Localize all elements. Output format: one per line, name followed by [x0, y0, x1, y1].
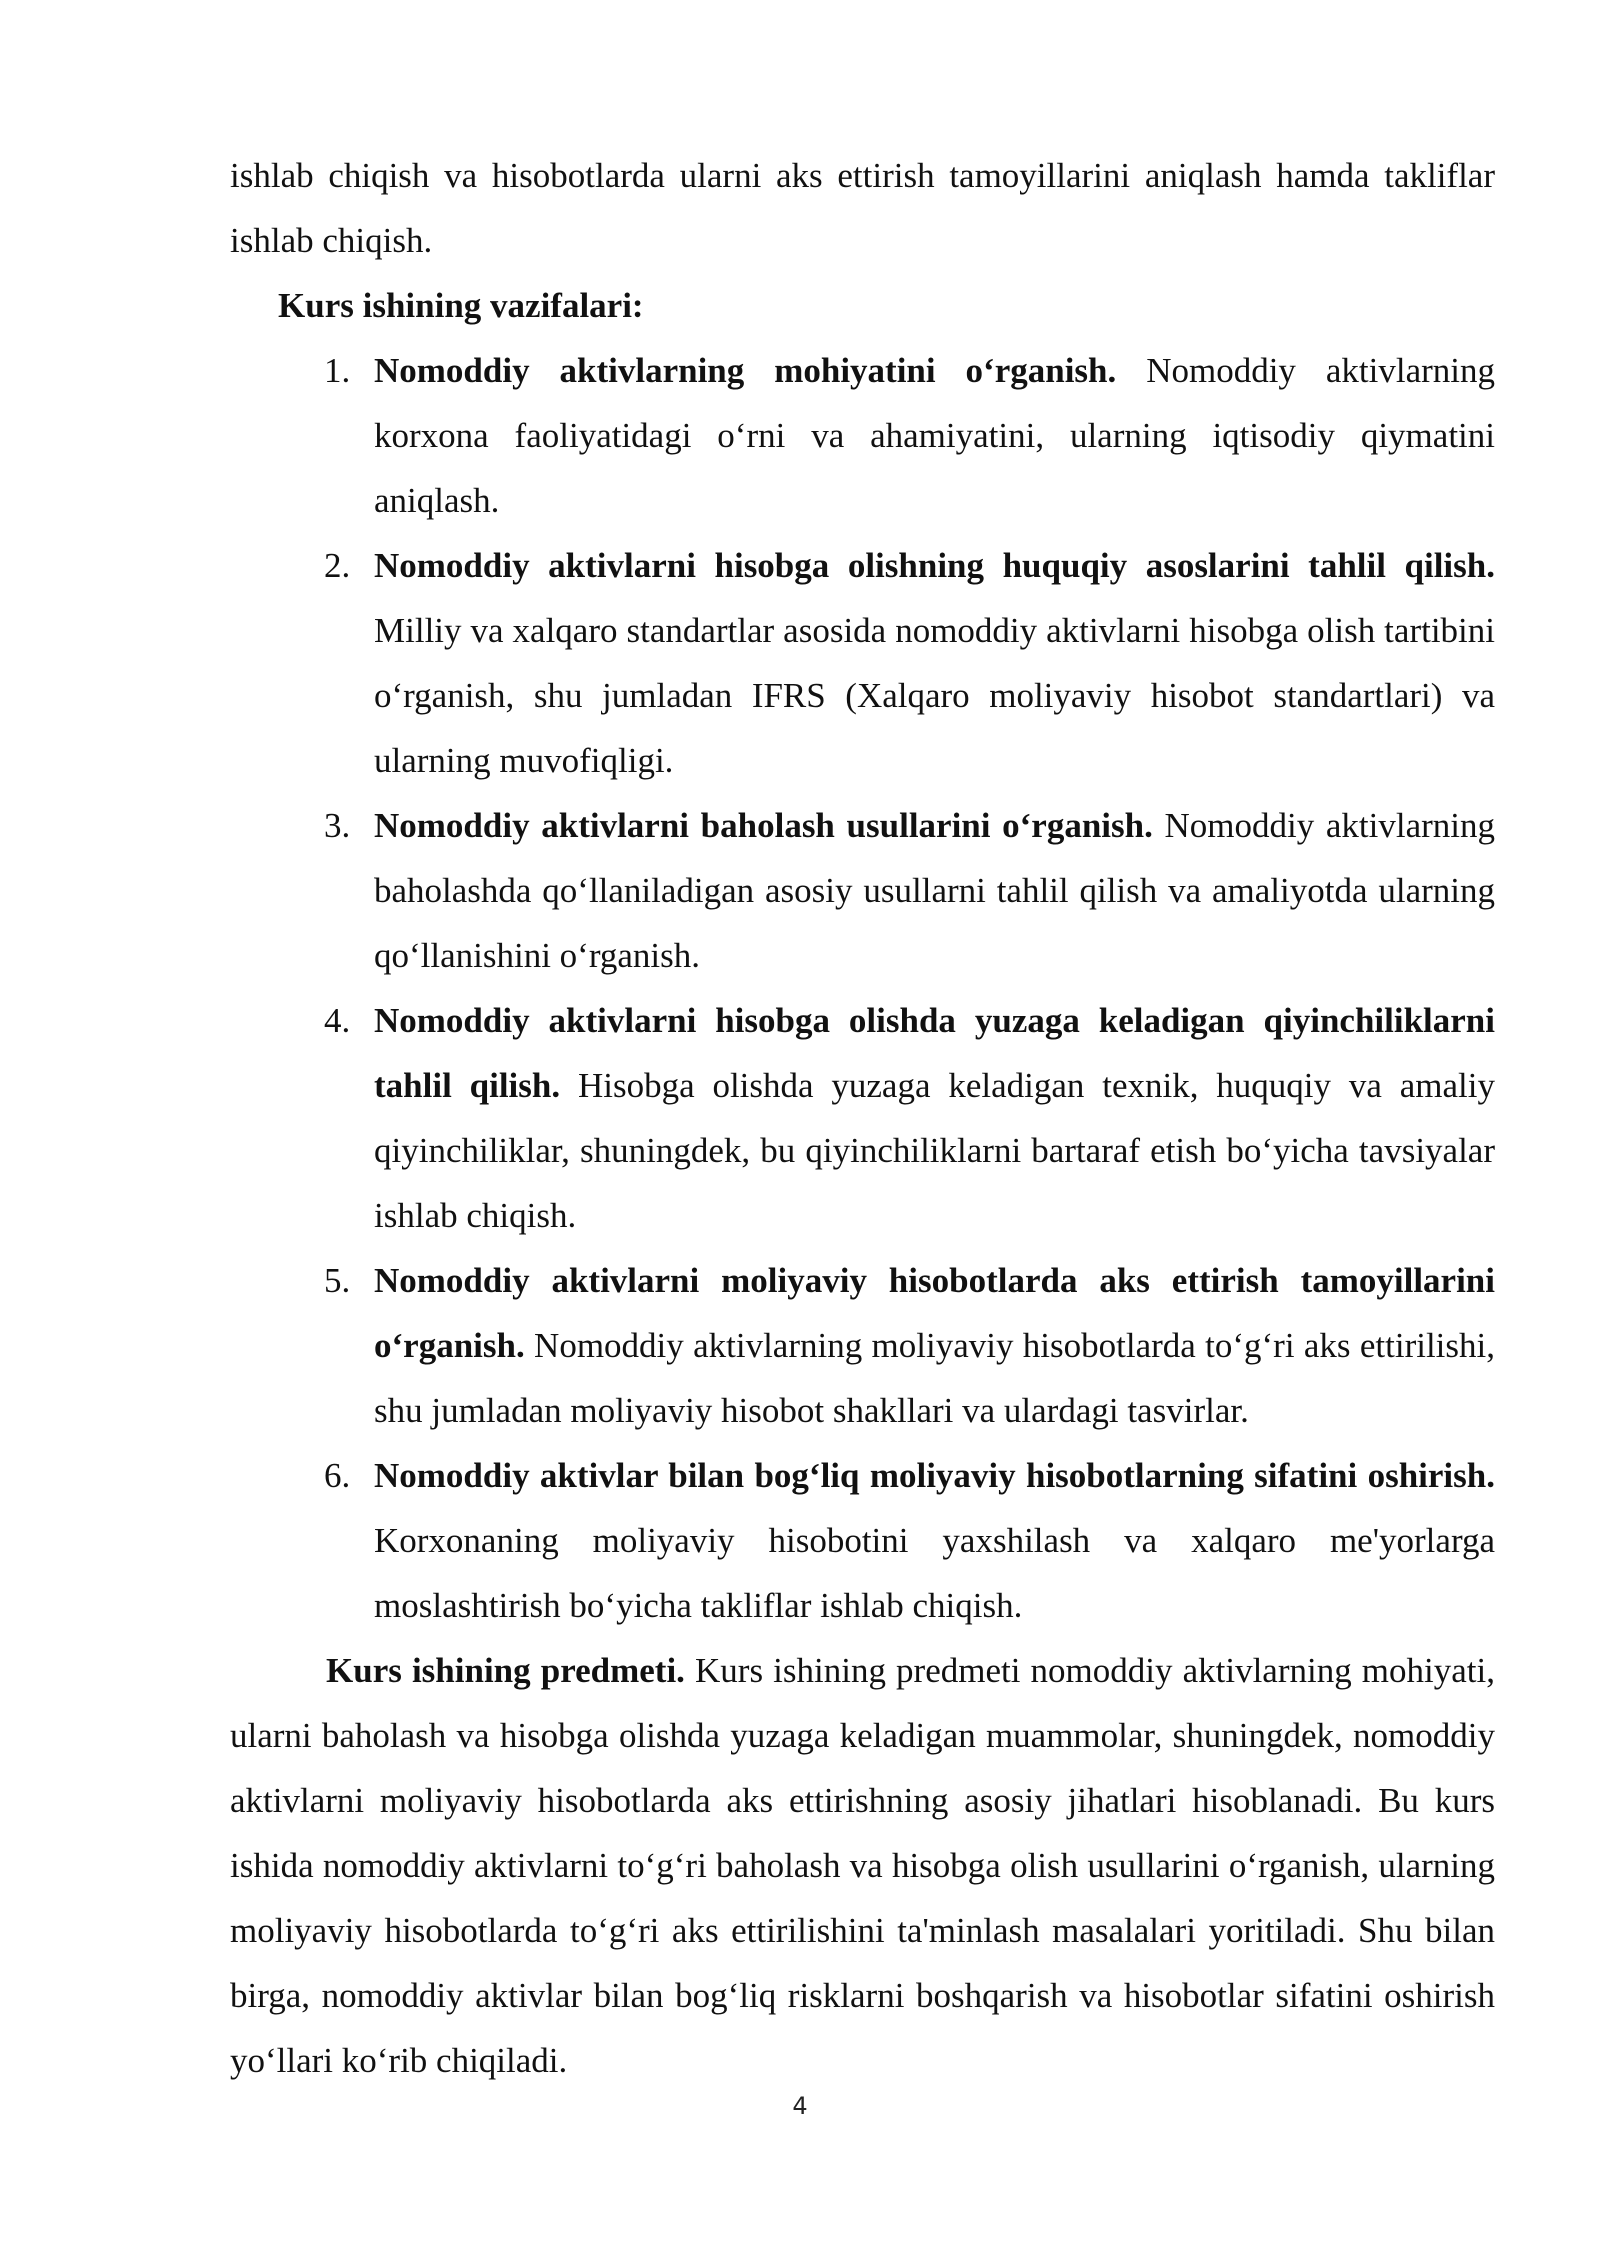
- task-title: Nomoddiy aktivlarni moliyaviy hisobotlarda aks ettirish tamoyillarini o‘rganish.: [374, 1261, 1495, 1365]
- task-number: 3.: [324, 806, 351, 845]
- task-item-1: [230, 338, 1495, 533]
- task-text: Milliy va xalqaro standartlar asosida nomoddiy aktivlarni hisobga olish tartibini o‘rganish, shu jumladan IFRS (Xalqaro moliyaviy hisobot standartlari) va ularning muvofiqligi.: [374, 611, 1495, 780]
- task-text: Korxonaning moliyaviy hisobotini yaxshilash va xalqaro me'yorlarga moslashtirish bo‘yicha takliflar ishlab chiqish.: [374, 1521, 1495, 1625]
- task-item-4: [230, 988, 1495, 1248]
- task-number: 6.: [324, 1456, 351, 1495]
- task-item-6: [230, 1443, 1495, 1638]
- subject-title: Kurs ishining predmeti.: [326, 1651, 685, 1690]
- task-text: Nomoddiy aktivlarning korxona faoliyatidagi o‘rni va ahamiyatini, ularning iqtisodiy qiymatini aniqlash.: [374, 351, 1495, 520]
- task-title: Nomoddiy aktivlar bilan bog‘liq moliyaviy hisobotlarning sifatini oshirish.: [374, 1456, 1495, 1495]
- task-item-5: [230, 1248, 1495, 1443]
- tasks-heading: Kurs ishining vazifalari:: [278, 286, 644, 325]
- task-text: Nomoddiy aktivlarning baholashda qo‘llaniladigan asosiy usullarni tahlil qilish va amaliyotda ularning qo‘llanishini o‘rganish.: [374, 806, 1495, 975]
- tasks-list: [230, 338, 1495, 1638]
- task-item-3: [230, 793, 1495, 988]
- task-number: 4.: [324, 1001, 351, 1040]
- task-number: 1.: [324, 351, 351, 390]
- task-text: Nomoddiy aktivlarning moliyaviy hisobotlarda to‘g‘ri aks ettirilishi, shu jumladan moliyaviy hisobot shakllari va ulardagi tasvirlar.: [374, 1326, 1495, 1430]
- intro-paragraph: ishlab chiqish va hisobotlarda ularni aks ettirish tamoyillarini aniqlash hamda takliflar ishlab chiqish.: [230, 156, 1495, 260]
- task-number: 5.: [324, 1261, 351, 1300]
- task-number: 2.: [324, 546, 351, 585]
- task-text: Hisobga olishda yuzaga keladigan texnik, huquqiy va amaliy qiyinchiliklar, shuningdek, bu qiyinchiliklarni bartaraf etish bo‘yicha tavsiyalar ishlab chiqish.: [374, 1066, 1495, 1235]
- task-title: Nomoddiy aktivlarni baholash usullarini o‘rganish.: [374, 806, 1153, 845]
- task-item-2: [230, 533, 1495, 793]
- task-title: Nomoddiy aktivlarni hisobga olishda yuzaga keladigan qiyinchiliklarni tahlil qilish.: [374, 1001, 1495, 1105]
- subject-paragraph: [230, 1638, 1495, 2093]
- page-number: 4: [792, 2092, 808, 2120]
- task-title: Nomoddiy aktivlarni hisobga olishning huquqiy asoslarini tahlil qilish.: [374, 546, 1495, 585]
- subject-text: Kurs ishining predmeti nomoddiy aktivlarning mohiyati, ularni baholash va hisobga olishda yuzaga keladigan muammolar, shuningdek, nomoddiy aktivlarni moliyaviy hisobotlarda aks ettirishning asosiy jihatlari hisoblanadi. Bu kurs ishida nomoddiy aktivlarni to‘g‘ri baholash va hisobga olish usullarini o‘rganish, ularning moliyaviy hisobotlarda to‘g‘ri aks ettirilishini ta'minlash masalalari yoritiladi. Shu bilan birga, nomoddiy aktivlar bilan bog‘liq risklarni boshqarish va hisobotlar sifatini oshirish yo‘llari ko‘rib chiqiladi.: [230, 1651, 1495, 2080]
- task-title: Nomoddiy aktivlarning mohiyatini o‘rganish.: [374, 351, 1117, 390]
- page-body: [230, 143, 1495, 2093]
